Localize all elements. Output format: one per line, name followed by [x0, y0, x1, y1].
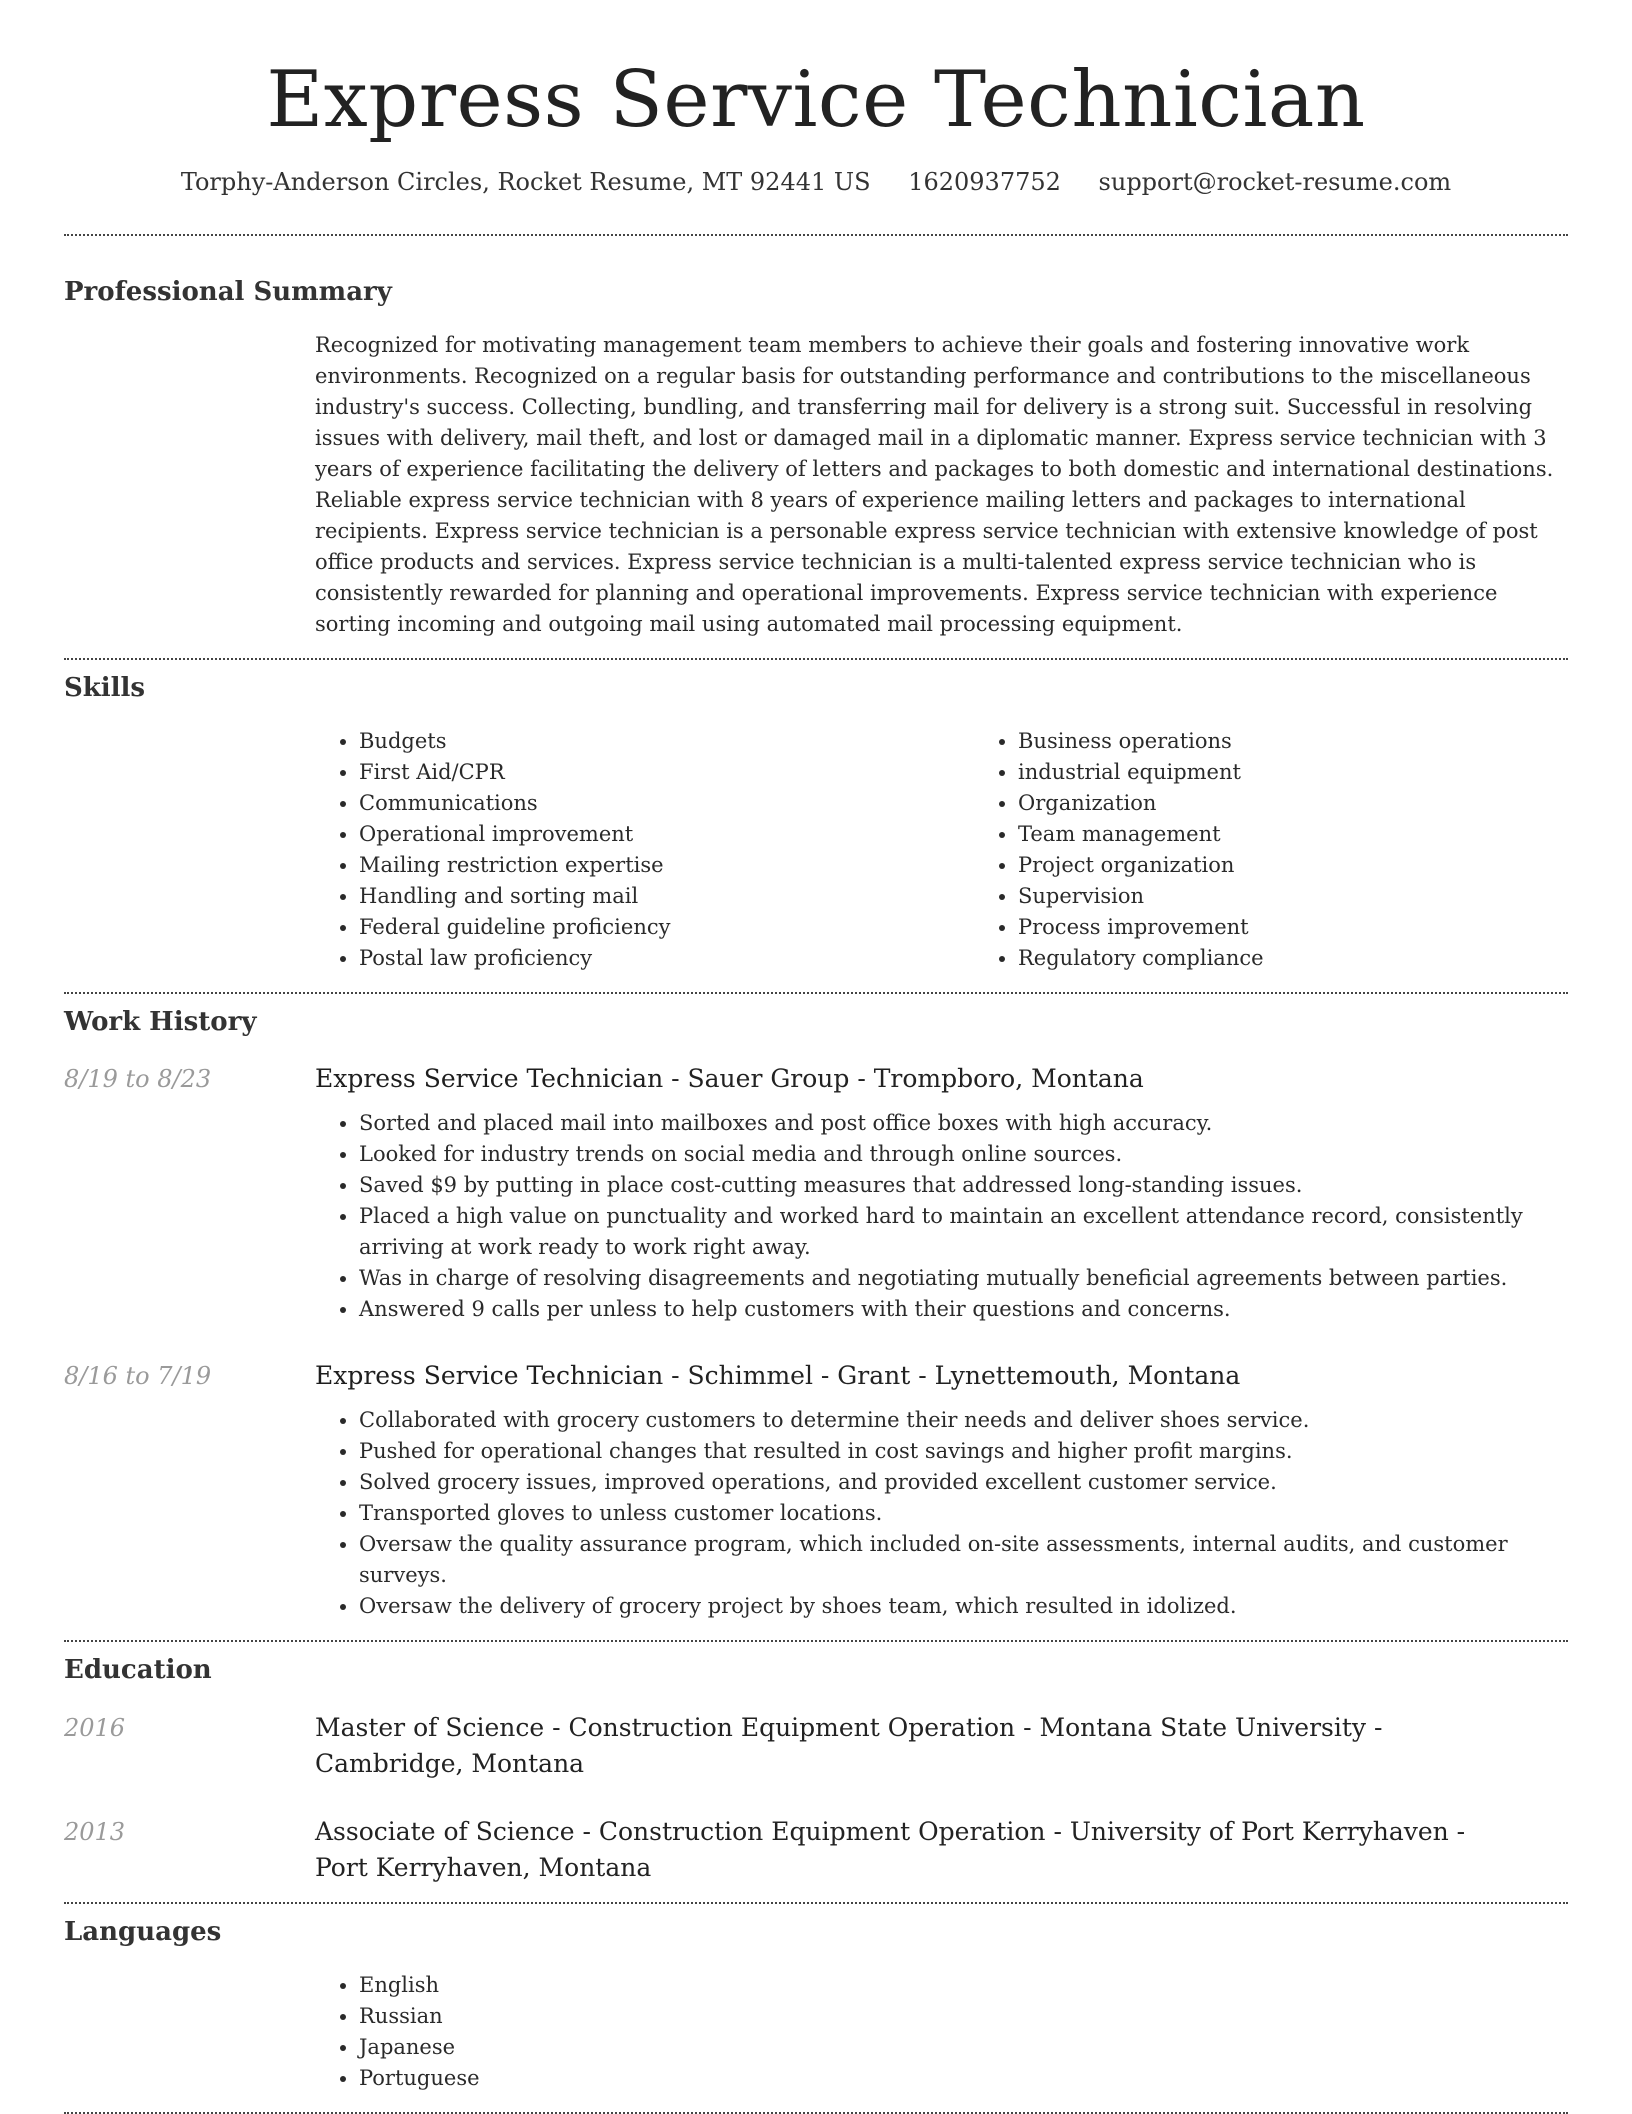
list-item: • Placed a high value on punctuality and worked hard to maintain an excellent attendance record, consistently arriving at work ready to work right away. [359, 1201, 1568, 1263]
skill-item: • Team management [1018, 819, 1632, 850]
section-divider [64, 234, 1568, 236]
job-title [315, 1062, 1144, 1096]
job-bullets [315, 1405, 1568, 1622]
skills-list-left [315, 726, 974, 974]
skill-item: • industrial equipment [1018, 757, 1632, 788]
skills-list-right [974, 726, 1632, 974]
list-item: • Was in charge of resolving disagreements and negotiating mutually beneficial agreements between parties. [359, 1263, 1568, 1294]
job-dates: 8/16 to 7/19 [64, 1362, 212, 1390]
skill-item: • Federal guideline proficiency [359, 912, 974, 943]
skill-item: • Handling and sorting mail [359, 881, 974, 912]
list-item: • Saved $9 by putting in place cost-cutting measures that addressed long-standing issues. [359, 1170, 1568, 1201]
section-divider [64, 1640, 1568, 1642]
education-school: - University of Port Kerryhaven - Port Kerryhaven, Montana [315, 1817, 1466, 1882]
job-dates: 8/19 to 8/23 [64, 1065, 212, 1093]
page-title: Express Service Technician [266, 55, 1366, 145]
education-degree: Master of Science - Construction Equipment Operation [315, 1713, 1016, 1742]
education-entry [64, 1710, 1568, 1782]
job-role: Express Service Technician [315, 1361, 664, 1390]
language-item: • Russian [359, 2001, 1568, 2032]
contact-phone: 1620937752 [908, 168, 1061, 196]
section-divider [64, 1902, 1568, 1904]
job-title [315, 1359, 1240, 1393]
list-item: • Oversaw the quality assurance program, which included on-site assessments, internal audits, and customer surveys. [359, 1529, 1568, 1591]
job-employer: - Schimmel - Grant - Lynettemouth, Montana [663, 1361, 1241, 1390]
contact-email: support@rocket-resume.com [1098, 168, 1452, 196]
skill-item: • Organization [1018, 788, 1632, 819]
skill-item: • Process improvement [1018, 912, 1632, 943]
list-item: • Transported gloves to unless customer locations. [359, 1498, 1568, 1529]
resume-page [64, 0, 1568, 2114]
section-divider [64, 992, 1568, 994]
section-divider [64, 658, 1568, 660]
list-item: • Solved grocery issues, improved operations, and provided excellent customer service. [359, 1467, 1568, 1498]
education-title [315, 1710, 1515, 1782]
skill-item: • Regulatory compliance [1018, 943, 1632, 974]
job-bullets [315, 1108, 1568, 1325]
list-item: • Pushed for operational changes that resulted in cost savings and higher profit margins. [359, 1436, 1568, 1467]
language-item: • Portuguese [359, 2063, 1568, 2094]
education-year: 2016 [64, 1714, 126, 1742]
summary-text: Recognized for motivating management team members to achieve their goals and fostering innovative work environments. Recognized on a regular basis for outstanding performance and contributions to the miscellaneous industry's success. Collecting, bundling, and transferring mail for delivery is a strong suit. Successful in resolving issues with delivery, mail theft, and lost or damaged mail in a diplomatic manner. Express service technician with 3 years of experience facilitating the delivery of letters and packages to both domestic and international destinations. Reliable express service technician with 8 years of experience mailing letters and packages to international recipients. Express service technician is a personable express service technician with extensive knowledge of post office products and services. Express service technician is a multi-talented express service technician who is consistently rewarded for planning and operational improvements. Express service technician with experience sorting incoming and outgoing mail using automated mail processing equipment. [315, 333, 1554, 636]
skill-item: • Budgets [359, 726, 974, 757]
summary-heading: Professional Summary [64, 277, 392, 307]
language-item: • English [359, 1970, 1568, 2001]
skill-item: • First Aid/CPR [359, 757, 974, 788]
languages-list [315, 1970, 1568, 2094]
job-entry [64, 1359, 1568, 1622]
list-item: • Answered 9 calls per unless to help customers with their questions and concerns. [359, 1294, 1568, 1325]
skill-item: • Project organization [1018, 850, 1632, 881]
skill-item: • Operational improvement [359, 819, 974, 850]
contact-line [64, 166, 1568, 198]
contact-address: Torphy-Anderson Circles, Rocket Resume, MT 92441 US [180, 168, 871, 196]
skills-heading: Skills [64, 673, 146, 703]
list-item: • Looked for industry trends on social media and through online sources. [359, 1139, 1568, 1170]
work-history-section [64, 1006, 1568, 1622]
education-school: - Montana State University - Cambridge, Montana [315, 1713, 1383, 1778]
list-item: • Oversaw the delivery of grocery project by shoes team, which resulted in idolized. [359, 1591, 1568, 1622]
skill-item: • Mailing restriction expertise [359, 850, 974, 881]
work-history-heading: Work History [64, 1007, 257, 1037]
job-entry [64, 1062, 1568, 1325]
summary-section [64, 276, 1568, 640]
language-item: • Japanese [359, 2032, 1568, 2063]
skills-section [64, 672, 1568, 974]
skill-item: • Postal law proficiency [359, 943, 974, 974]
job-employer: - Sauer Group - Trompboro, Montana [663, 1064, 1144, 1093]
education-section [64, 1654, 1568, 1886]
languages-heading: Languages [64, 1917, 222, 1947]
list-item: • Collaborated with grocery customers to determine their needs and deliver shoes service. [359, 1405, 1568, 1436]
skill-item: • Supervision [1018, 881, 1632, 912]
education-entry [64, 1814, 1568, 1886]
skill-item: • Business operations [1018, 726, 1632, 757]
education-degree: Associate of Science - Construction Equipment Operation [315, 1817, 1046, 1846]
education-heading: Education [64, 1655, 212, 1685]
education-year: 2013 [64, 1818, 126, 1846]
skill-item: • Communications [359, 788, 974, 819]
education-title [315, 1814, 1515, 1886]
languages-section [64, 1916, 1568, 2094]
job-role: Express Service Technician [315, 1064, 664, 1093]
list-item: • Sorted and placed mail into mailboxes and post office boxes with high accuracy. [359, 1108, 1568, 1139]
